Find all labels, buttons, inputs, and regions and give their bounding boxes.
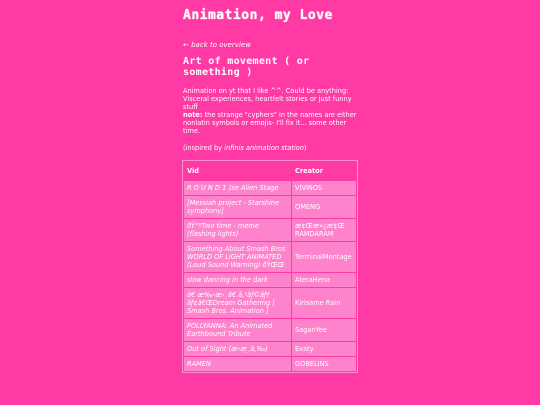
creator-name: Evaty	[292, 342, 356, 356]
creator-name: QMENG	[292, 196, 356, 218]
creator-name: æ¢Œæ»¿æ¢Œ RAMDARAM	[292, 219, 356, 241]
creator-name: AteraHena	[292, 273, 356, 287]
creator-name: SaganYee	[292, 319, 356, 341]
creator-name: GOBELINS	[292, 357, 356, 371]
page-content	[183, 8, 359, 373]
header-creator: Creator	[292, 162, 356, 180]
site-title: Animation, my Love	[183, 8, 333, 23]
inspired-prefix: (inspired by	[183, 144, 225, 152]
table-row	[184, 357, 356, 371]
table-header-row	[184, 162, 356, 180]
note-paragraph	[183, 111, 359, 135]
video-title[interactable]: RAMEN	[184, 357, 291, 371]
inspired-by	[183, 144, 359, 152]
creator-name: TerminalMontage	[292, 242, 356, 272]
creator-name: Kirisame Rain	[292, 288, 356, 318]
table-row	[184, 319, 356, 341]
table-row	[184, 196, 356, 218]
table-row	[184, 219, 356, 241]
inspired-suffix: )	[303, 144, 307, 152]
video-title[interactable]: ã€ æ‰‹æ›¸ã€ ã‚¹ãƒ©ãƒ† ãƒ¢ã€ŒDream Gathering [ Smash Bros. Animation ]	[184, 288, 291, 318]
table-row	[184, 181, 356, 195]
video-title[interactable]: slow dancing in the dark	[184, 273, 291, 287]
creator-name: VIVINOS	[292, 181, 356, 195]
video-title[interactable]: R O U N D 1 ⁒se Alien Stage	[184, 181, 291, 195]
description-text: Animation on yt that I like ^^. Could be anything: Visceral experiences, heartfelt stories or just funny stuff	[183, 87, 352, 111]
table-row	[184, 288, 356, 318]
table-row	[184, 242, 356, 272]
video-title[interactable]: Something About Smash Bros WORLD OF LIGHT ANIMATED (Loud Sound Warning) ðŸŒŒ	[184, 242, 291, 272]
back-to-overview-link[interactable]: ← back to overview	[183, 41, 251, 49]
inspired-link[interactable]: infinis animation station	[224, 144, 304, 152]
table-row	[184, 273, 356, 287]
video-title[interactable]: Out of Sight (æ‹æ¸ã‚‰)	[184, 342, 291, 356]
description	[183, 87, 359, 135]
video-title[interactable]: POLLYANNA: An Animated Earthbound Tribute	[184, 319, 291, 341]
note-label: note:	[183, 111, 203, 119]
video-title[interactable]: ðŸ“ºTwo time - meme (flashing lights)	[184, 219, 291, 241]
header-vid: Vid	[184, 162, 291, 180]
note-text: the strange "cyphers" in the names are either nonlatin symbols or emojis- I'll fix it... some other time.	[183, 111, 357, 135]
table-row	[184, 342, 356, 356]
page-title: Art of movement ( or something )	[183, 56, 310, 78]
video-title[interactable]: [Messiah project - Starshine symphony]	[184, 196, 291, 218]
video-table	[182, 160, 358, 373]
